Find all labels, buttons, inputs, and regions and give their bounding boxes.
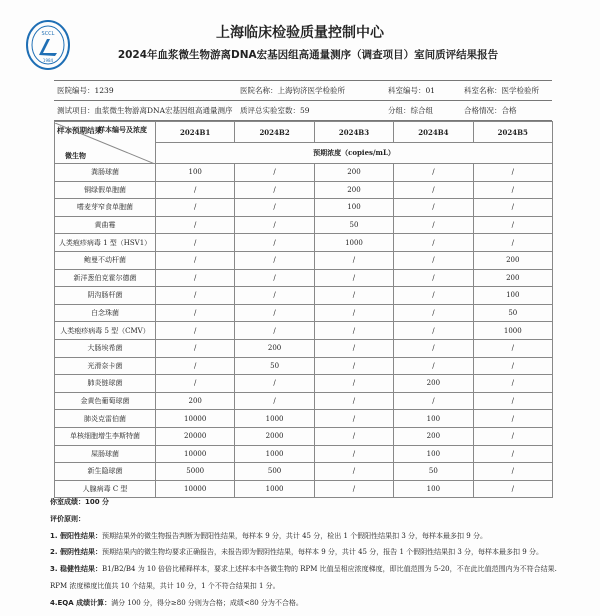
concentration-cell: 200 bbox=[394, 375, 473, 393]
criteria-text: 预期结果外的微生物报告判断为假阳性结果，每样本 9 分，共计 45 分，检出 1 个假阳性结果扣 3 分，每样本最多扣 9 分。 bbox=[101, 531, 487, 540]
concentration-cell: / bbox=[156, 251, 235, 269]
concentration-cell: 10000 bbox=[156, 410, 235, 428]
concentration-cell: 50 bbox=[473, 304, 552, 322]
organism-name: 人类疱疹病毒 5 型（CMV） bbox=[55, 322, 156, 340]
concentration-cell: / bbox=[394, 216, 473, 234]
concentration-cell: / bbox=[473, 392, 552, 410]
col-header: 2024B5 bbox=[473, 122, 552, 143]
concentration-cell: / bbox=[235, 234, 314, 252]
report-org-title: 上海临床检验质量控制中心 bbox=[216, 25, 384, 41]
criteria-item bbox=[50, 595, 600, 612]
concentration-cell: / bbox=[394, 287, 473, 305]
concentration-cell: / bbox=[473, 357, 552, 375]
concentration-cell: / bbox=[473, 164, 552, 182]
concentration-cell: / bbox=[394, 269, 473, 287]
concentration-cell: 1000 bbox=[314, 234, 393, 252]
concentration-cell: 10000 bbox=[156, 480, 235, 498]
concentration-cell: / bbox=[394, 322, 473, 340]
organism-name: 新洋葱伯克霍尔德菌 bbox=[55, 269, 156, 287]
concentration-cell: / bbox=[314, 304, 393, 322]
concentration-cell: 1000 bbox=[473, 322, 552, 340]
section-title: 样本预期结果 bbox=[57, 126, 102, 135]
concentration-cell: / bbox=[473, 445, 552, 463]
concentration-cell: 100 bbox=[473, 287, 552, 305]
concentration-cell: 100 bbox=[314, 199, 393, 217]
organism-name: 光滑奈卡菌 bbox=[55, 357, 156, 375]
pass-status: 合格情况：合格 bbox=[464, 106, 517, 115]
dept-id: 科室编号：01 bbox=[388, 86, 436, 95]
table-row bbox=[55, 463, 553, 481]
test-item: 测试项目：血浆微生物游离DNA宏基因组高通量测序 bbox=[57, 106, 233, 115]
concentration-cell: / bbox=[394, 251, 473, 269]
table-row bbox=[55, 375, 553, 393]
criteria-item bbox=[50, 578, 600, 595]
footer bbox=[50, 494, 600, 612]
concentration-cell: / bbox=[235, 322, 314, 340]
unit-header: 预期浓度（copies/mL） bbox=[156, 143, 553, 164]
organism-name: 新生隐球菌 bbox=[55, 463, 156, 481]
concentration-cell: 100 bbox=[394, 480, 473, 498]
concentration-cell: / bbox=[314, 427, 393, 445]
table-row bbox=[55, 216, 553, 234]
concentration-cell: / bbox=[314, 480, 393, 498]
concentration-cell: / bbox=[156, 269, 235, 287]
criteria-text: 预期结果内的微生物均要求正确报告，未报告即为假阴性结果，每样本 9 分，共计 45 分，报告 1 个假阴性结果扣 3 分，每样本最多扣 9 分。 bbox=[101, 548, 543, 557]
concentration-cell: 500 bbox=[235, 463, 314, 481]
concentration-cell: 2000 bbox=[235, 427, 314, 445]
col-header: 2024B2 bbox=[235, 122, 314, 143]
report-title: 2024年血浆微生物游离DNA宏基因组高通量测序（调查项目）室间质评结果报告 bbox=[117, 49, 499, 61]
concentration-cell: / bbox=[314, 269, 393, 287]
concentration-cell: / bbox=[235, 269, 314, 287]
concentration-cell: / bbox=[473, 480, 552, 498]
concentration-cell: / bbox=[314, 287, 393, 305]
organism-name: 屎肠球菌 bbox=[55, 445, 156, 463]
table-row bbox=[55, 357, 553, 375]
lab-score: 你室成绩：100 分 bbox=[50, 498, 110, 506]
concentration-cell: / bbox=[156, 375, 235, 393]
concentration-cell: / bbox=[473, 216, 552, 234]
dept-name: 科室名称：医学检验所 bbox=[464, 86, 539, 95]
expected-results-table bbox=[54, 121, 553, 498]
table-row bbox=[55, 234, 553, 252]
concentration-cell: / bbox=[235, 181, 314, 199]
criteria-item bbox=[50, 528, 600, 545]
concentration-cell: / bbox=[394, 357, 473, 375]
organism-name: 肺炎克雷伯菌 bbox=[55, 410, 156, 428]
concentration-cell: 100 bbox=[156, 164, 235, 182]
concentration-cell: / bbox=[314, 463, 393, 481]
concentration-cell: / bbox=[394, 181, 473, 199]
table-row bbox=[55, 304, 553, 322]
table-row bbox=[55, 181, 553, 199]
concentration-cell: / bbox=[314, 339, 393, 357]
concentration-cell: / bbox=[235, 216, 314, 234]
criteria-item bbox=[50, 544, 600, 561]
concentration-cell: 50 bbox=[394, 463, 473, 481]
concentration-cell: 5000 bbox=[156, 463, 235, 481]
concentration-cell: / bbox=[394, 164, 473, 182]
concentration-cell: 200 bbox=[156, 392, 235, 410]
svg-text:1984: 1984 bbox=[42, 58, 54, 63]
concentration-cell: / bbox=[473, 234, 552, 252]
concentration-cell: / bbox=[394, 304, 473, 322]
criteria-text: RPM 浓度梯度比值共 10 个结果，共计 10 分，1 个不符合结果扣 1 分。 bbox=[50, 581, 280, 590]
concentration-cell: 200 bbox=[314, 164, 393, 182]
table-row bbox=[55, 287, 553, 305]
organism-name: 粪肠球菌 bbox=[55, 164, 156, 182]
col-header: 2024B3 bbox=[314, 122, 393, 143]
concentration-cell: / bbox=[314, 357, 393, 375]
concentration-cell: / bbox=[394, 339, 473, 357]
concentration-cell: 100 bbox=[394, 410, 473, 428]
concentration-cell: 200 bbox=[314, 181, 393, 199]
group: 分组：综合组 bbox=[388, 106, 433, 115]
organism-name: 黄曲霉 bbox=[55, 216, 156, 234]
table-row bbox=[55, 164, 553, 182]
concentration-cell: 1000 bbox=[235, 410, 314, 428]
organism-name: 鲍曼不动杆菌 bbox=[55, 251, 156, 269]
organism-name: 肺炎链球菌 bbox=[55, 375, 156, 393]
table-row bbox=[55, 199, 553, 217]
criteria-label: 2. 假阴性结果： bbox=[50, 548, 102, 557]
concentration-cell: / bbox=[473, 427, 552, 445]
concentration-cell: / bbox=[473, 463, 552, 481]
table-row bbox=[55, 392, 553, 410]
organism-name: 人类疱疹病毒 1 型（HSV1） bbox=[55, 234, 156, 252]
criteria-label: 3. 稳健性结果： bbox=[50, 565, 102, 574]
concentration-cell: / bbox=[394, 392, 473, 410]
concentration-cell: 200 bbox=[473, 251, 552, 269]
organism-name: 嗜麦芽窄食单胞菌 bbox=[55, 199, 156, 217]
concentration-cell: / bbox=[314, 392, 393, 410]
organism-name: 单核细胞增生李斯特菌 bbox=[55, 427, 156, 445]
concentration-cell: / bbox=[235, 251, 314, 269]
concentration-cell: / bbox=[156, 339, 235, 357]
concentration-cell: / bbox=[156, 322, 235, 340]
hospital-id: 医院编号：1239 bbox=[57, 86, 114, 95]
concentration-cell: / bbox=[156, 234, 235, 252]
concentration-cell: / bbox=[156, 181, 235, 199]
concentration-cell: / bbox=[235, 199, 314, 217]
concentration-cell: / bbox=[156, 357, 235, 375]
concentration-cell: / bbox=[235, 392, 314, 410]
lab-count: 质评总实验室数：59 bbox=[240, 106, 310, 115]
concentration-cell: 20000 bbox=[156, 427, 235, 445]
concentration-cell: / bbox=[473, 339, 552, 357]
concentration-cell: / bbox=[156, 199, 235, 217]
concentration-cell: / bbox=[156, 304, 235, 322]
organism-name: 白念珠菌 bbox=[55, 304, 156, 322]
criteria-label: 4.EQA 成绩计算： bbox=[50, 598, 112, 607]
concentration-cell: 1000 bbox=[235, 445, 314, 463]
concentration-cell: / bbox=[314, 375, 393, 393]
criteria-item bbox=[50, 561, 600, 578]
concentration-cell: / bbox=[235, 304, 314, 322]
concentration-cell: 200 bbox=[235, 339, 314, 357]
concentration-cell: 100 bbox=[394, 445, 473, 463]
concentration-cell: / bbox=[473, 199, 552, 217]
criteria-title: 评价原则： bbox=[50, 514, 85, 523]
concentration-cell: 10000 bbox=[156, 445, 235, 463]
concentration-cell: 200 bbox=[394, 427, 473, 445]
table-row bbox=[55, 339, 553, 357]
concentration-cell: / bbox=[314, 445, 393, 463]
concentration-cell: / bbox=[473, 181, 552, 199]
concentration-cell: / bbox=[394, 199, 473, 217]
table-row bbox=[55, 427, 553, 445]
concentration-cell: / bbox=[156, 216, 235, 234]
concentration-cell: 1000 bbox=[235, 480, 314, 498]
table-row bbox=[55, 410, 553, 428]
table-row bbox=[55, 322, 553, 340]
concentration-cell: / bbox=[394, 234, 473, 252]
criteria-text: B1/B2/B4 为 10 倍倍比稀释样本，要求上述样本中各微生物的 RPM 比值呈相应浓度梯度，即比值范围为 5-20，不在此比值范围内为不符合结果. bbox=[101, 565, 557, 574]
table-row bbox=[55, 251, 553, 269]
concentration-cell: / bbox=[235, 164, 314, 182]
concentration-cell: / bbox=[235, 375, 314, 393]
organism-name: 阴沟肠杆菌 bbox=[55, 287, 156, 305]
criteria-label: 1. 假阳性结果： bbox=[50, 531, 102, 540]
concentration-cell: 50 bbox=[235, 357, 314, 375]
table-row bbox=[55, 445, 553, 463]
col-header: 2024B1 bbox=[156, 122, 235, 143]
concentration-cell: / bbox=[314, 322, 393, 340]
col-header: 2024B4 bbox=[394, 122, 473, 143]
corner-header: 样本编号及浓度 微生物 bbox=[55, 122, 156, 164]
table-row bbox=[55, 269, 553, 287]
concentration-cell: / bbox=[473, 375, 552, 393]
concentration-cell: / bbox=[473, 410, 552, 428]
svg-text:SCCL: SCCL bbox=[41, 31, 55, 37]
concentration-cell: 200 bbox=[473, 269, 552, 287]
concentration-cell: / bbox=[156, 287, 235, 305]
organism-name: 人腺病毒 C 型 bbox=[55, 480, 156, 498]
concentration-cell: / bbox=[235, 287, 314, 305]
hospital-name: 医院名称：上海钧济医学检验所 bbox=[240, 86, 345, 95]
organism-name: 铜绿假单胞菌 bbox=[55, 181, 156, 199]
criteria-text: 满分 100 分，得分≥80 分则为合格；成绩<80 分为不合格。 bbox=[111, 598, 303, 607]
organism-name: 大肠埃希菌 bbox=[55, 339, 156, 357]
concentration-cell: / bbox=[314, 410, 393, 428]
concentration-cell: 50 bbox=[314, 216, 393, 234]
organism-name: 金黄色葡萄球菌 bbox=[55, 392, 156, 410]
concentration-cell: / bbox=[314, 251, 393, 269]
